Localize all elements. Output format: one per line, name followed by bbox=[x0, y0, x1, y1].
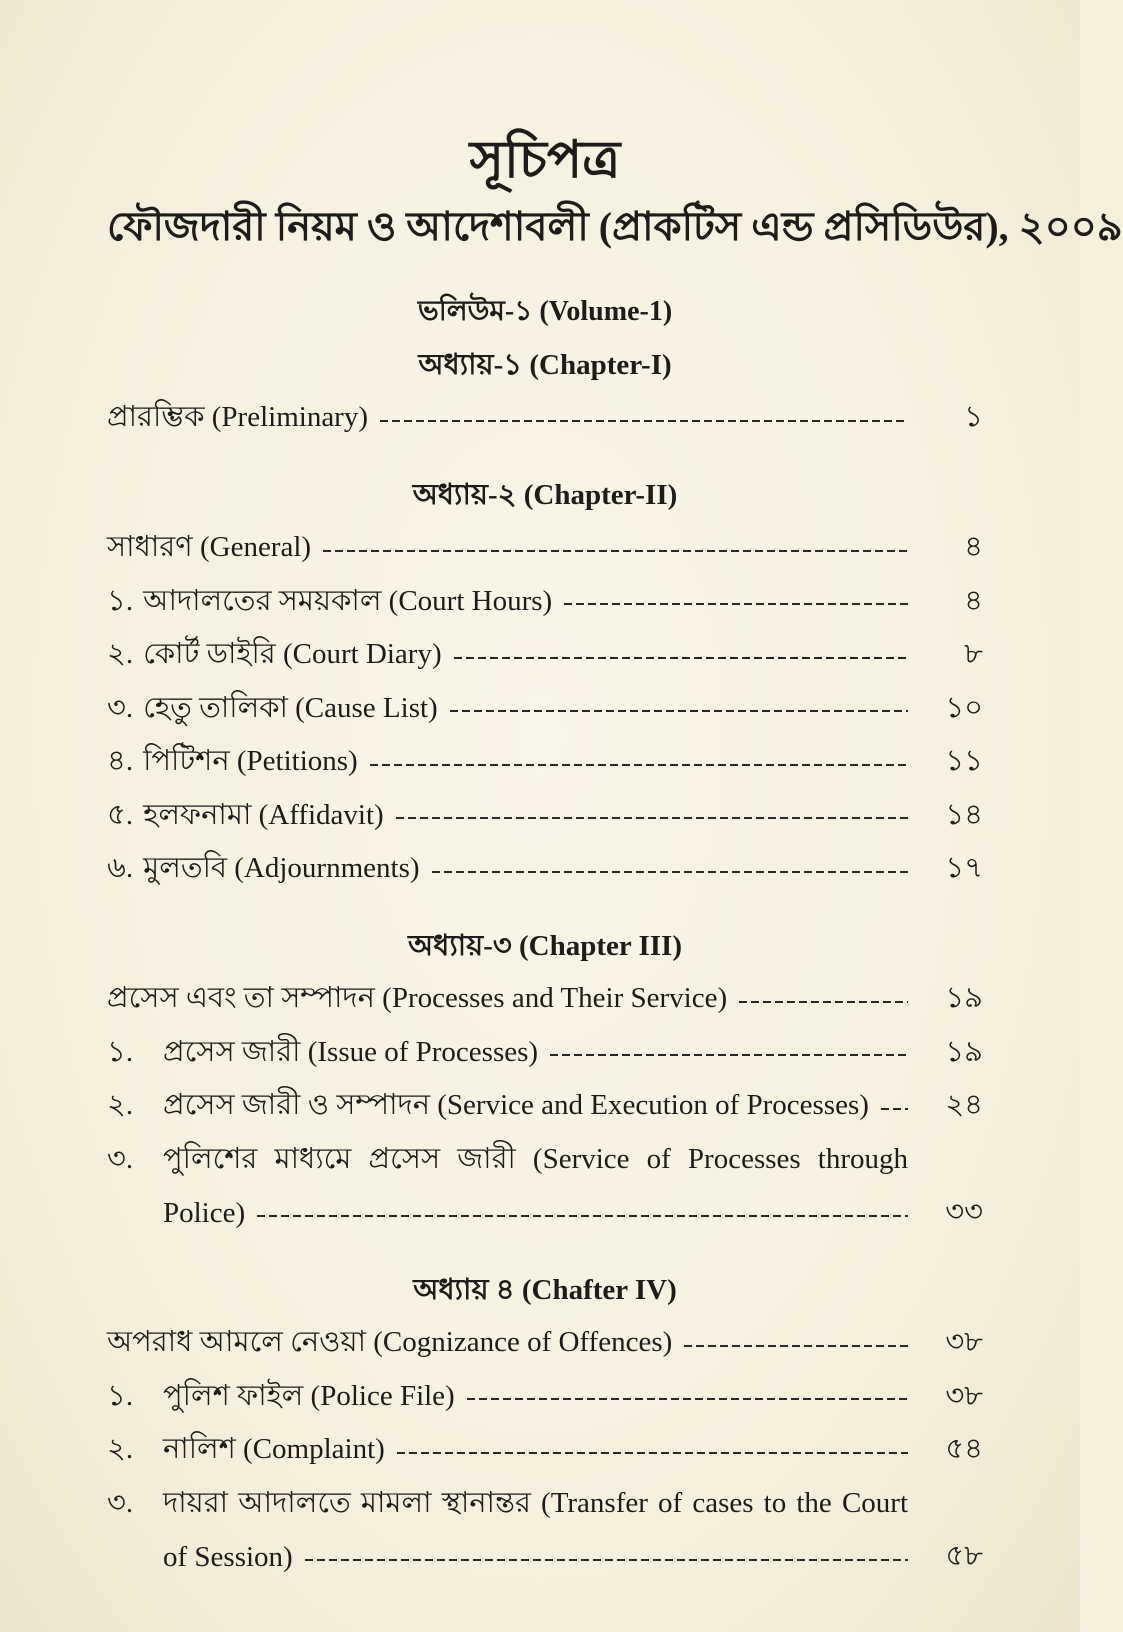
toc-entry bbox=[107, 790, 983, 844]
page-number: ৪ bbox=[964, 531, 983, 564]
entry-label: আদালতের সময়কাল (Court Hours) bbox=[143, 584, 553, 617]
entry-number: ৩. bbox=[107, 1142, 134, 1175]
leader-dashes bbox=[550, 1054, 908, 1056]
toc-entry bbox=[107, 392, 983, 446]
entry-number: ২. bbox=[107, 638, 134, 671]
toc-entry bbox=[107, 973, 983, 1027]
chapter-2-section bbox=[107, 469, 983, 897]
toc-entry bbox=[107, 1478, 983, 1532]
leader-dashes bbox=[739, 1001, 908, 1003]
leader-dashes bbox=[467, 1398, 908, 1400]
toc-entry bbox=[107, 1080, 983, 1134]
entry-label: প্রসেস জারী ও সম্পাদন (Service and Execution of Processes) bbox=[163, 1089, 869, 1122]
chapter-heading: অধ্যায়-২ (Chapter-II) bbox=[412, 478, 678, 511]
toc-entry bbox=[107, 522, 983, 576]
toc-entry bbox=[107, 843, 983, 897]
toc-entry bbox=[107, 576, 983, 630]
chapter-3-section bbox=[107, 920, 983, 1241]
entry-number: ১. bbox=[107, 1379, 134, 1412]
page-number: ১৯ bbox=[945, 1035, 983, 1068]
leader-dashes bbox=[323, 550, 908, 552]
toc-entry bbox=[107, 1371, 983, 1425]
leader-dashes bbox=[380, 420, 908, 422]
indent-spacer bbox=[107, 1213, 163, 1214]
entry-number: ২. bbox=[107, 1433, 134, 1466]
leader-dashes bbox=[305, 1559, 908, 1561]
entry-number: ১. bbox=[107, 584, 134, 617]
chapter-heading: অধ্যায়-৩ (Chapter III) bbox=[407, 929, 683, 962]
toc-entry bbox=[107, 1317, 983, 1371]
book-subtitle: ফৌজদারী নিয়ম ও আদেশাবলী (প্রাকটিস এন্ড প্রসিডিউর), ২০০৯ bbox=[107, 204, 1123, 249]
chapter-heading: অধ্যায় ৪ (Chafter IV) bbox=[413, 1273, 677, 1306]
entry-number: ৩. bbox=[107, 1486, 134, 1519]
entry-label-continued: Police) bbox=[163, 1197, 246, 1230]
entry-number: ২. bbox=[107, 1089, 134, 1122]
entry-label: পুলিশ ফাইল (Police File) bbox=[163, 1379, 455, 1412]
entry-label: মুলতবি (Adjournments) bbox=[143, 852, 420, 885]
toc-entry bbox=[107, 683, 983, 737]
toc-entry bbox=[107, 1134, 983, 1188]
entry-label: প্রসেস এবং তা সম্পাদন (Processes and Their Service) bbox=[107, 982, 728, 1015]
page-number: ৫৮ bbox=[945, 1540, 983, 1573]
page-number: ১৭ bbox=[945, 852, 983, 885]
entry-label: পিটিশন (Petitions) bbox=[143, 745, 358, 778]
page-number: ৪ bbox=[964, 584, 983, 617]
leader-dashes bbox=[397, 1452, 908, 1454]
toc-title: সূচিপত্র bbox=[469, 132, 621, 189]
leader-dashes bbox=[257, 1215, 908, 1217]
leader-dashes bbox=[684, 1345, 908, 1347]
entry-label: সাধারণ (General) bbox=[107, 531, 312, 564]
entry-number: ১. bbox=[107, 1035, 134, 1068]
entry-label: প্রসেস জারী (Issue of Processes) bbox=[163, 1035, 539, 1068]
page-number: ৮ bbox=[964, 638, 983, 671]
page-number: ৫৪ bbox=[945, 1433, 983, 1466]
leader-dashes bbox=[396, 817, 908, 819]
leader-dashes bbox=[450, 710, 908, 712]
entry-label: হলফনামা (Affidavit) bbox=[143, 798, 384, 831]
page-number: ৩৩ bbox=[945, 1196, 983, 1229]
leader-dashes bbox=[370, 764, 908, 766]
page-number: ১০ bbox=[945, 691, 983, 724]
entry-label: দায়রা আদালতে মামলা স্থানান্তর (Transfer of cases to the Court bbox=[163, 1486, 908, 1519]
entry-label: অপরাধ আমলে নেওয়া (Cognizance of Offences) bbox=[107, 1326, 673, 1359]
page-number: ৩৮ bbox=[945, 1326, 983, 1359]
volume-heading: ভলিউম-১ (Volume-1) bbox=[417, 296, 673, 327]
indent-spacer bbox=[107, 1557, 163, 1558]
leader-dashes bbox=[432, 871, 908, 873]
entry-label: হেতু তালিকা (Cause List) bbox=[143, 691, 438, 724]
table-of-contents bbox=[107, 128, 1123, 1585]
toc-entry bbox=[107, 736, 983, 790]
chapter-heading: অধ্যায়-১ (Chapter-I) bbox=[418, 348, 672, 381]
toc-entry bbox=[107, 629, 983, 683]
toc-entry-continued bbox=[107, 1187, 983, 1241]
entry-number: ৬. bbox=[107, 852, 134, 885]
page-number: ১ bbox=[964, 401, 983, 434]
entry-label-continued: of Session) bbox=[163, 1541, 293, 1574]
page-number: ১৯ bbox=[945, 982, 983, 1015]
page-number: ১১ bbox=[945, 745, 983, 778]
chapter-4-section bbox=[107, 1264, 983, 1585]
leader-dashes bbox=[564, 603, 908, 605]
page-number: ৩৮ bbox=[945, 1379, 983, 1412]
chapter-1-section bbox=[107, 339, 983, 446]
page-number: ২৪ bbox=[945, 1089, 983, 1122]
entry-label: পুলিশের মাধ্যমে প্রসেস জারী (Service of Processes through bbox=[163, 1142, 908, 1175]
entry-number: ৪. bbox=[107, 745, 134, 778]
entry-number: ৫. bbox=[107, 798, 134, 831]
toc-entry-continued bbox=[107, 1531, 983, 1585]
entry-label: প্রারম্ভিক (Preliminary) bbox=[107, 401, 369, 434]
page-number: ১৪ bbox=[945, 798, 983, 831]
entry-label: নালিশ (Complaint) bbox=[163, 1433, 385, 1466]
entry-label: কোর্ট ডাইরি (Court Diary) bbox=[143, 638, 442, 671]
entry-number: ৩. bbox=[107, 691, 134, 724]
leader-dashes bbox=[881, 1108, 908, 1110]
toc-entry bbox=[107, 1027, 983, 1081]
toc-entry bbox=[107, 1424, 983, 1478]
leader-dashes bbox=[454, 657, 908, 659]
